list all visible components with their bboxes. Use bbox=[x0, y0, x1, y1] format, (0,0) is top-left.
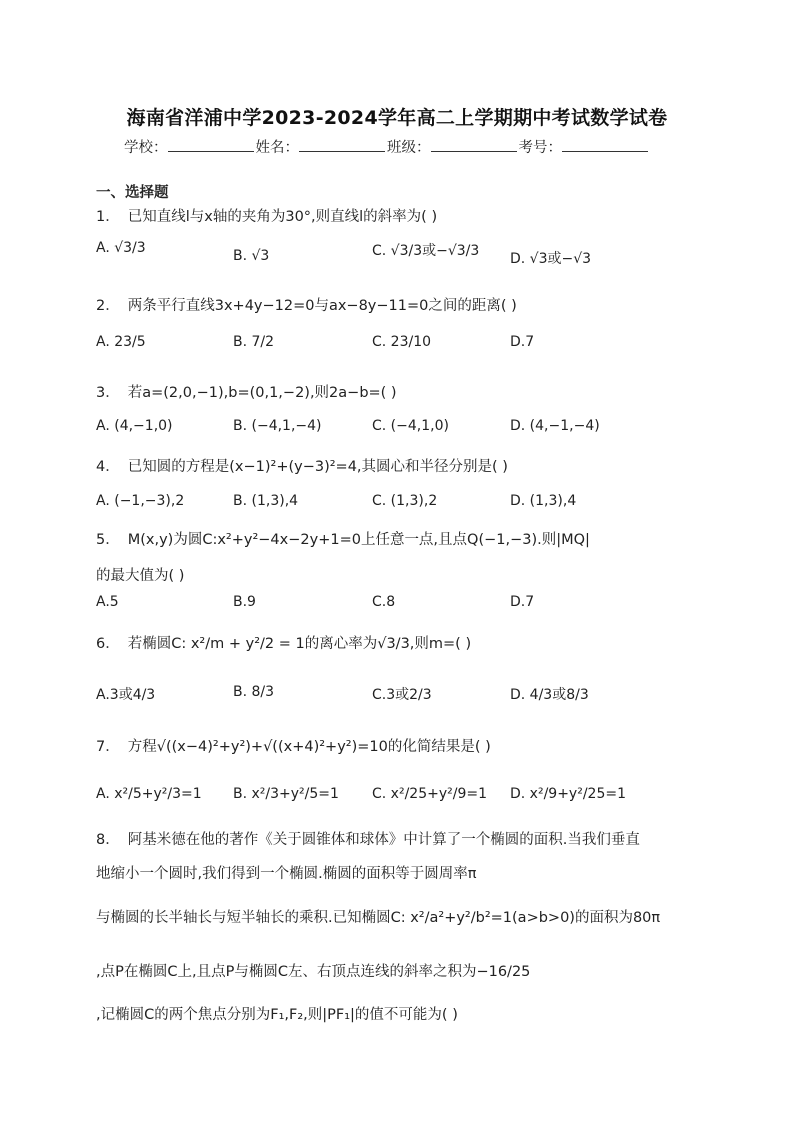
q4-option-b: B. (1,3),4 bbox=[233, 493, 299, 509]
q7-option-d: D. x²/9+y²/25=1 bbox=[510, 786, 626, 802]
question-8-text: 阿基米德在他的著作《关于圆锥体和球体》中计算了一个椭圆的面积.当我们垂直 bbox=[127, 832, 640, 848]
q7-option-c: C. x²/25+y²/9=1 bbox=[372, 786, 487, 802]
q1-option-a: A. √3/3 bbox=[96, 240, 146, 256]
question-7: 7． 方程√((x−4)²+y²)+√((x+4)²+y²)=10的化简结果是( ) bbox=[96, 739, 491, 755]
q2-option-c: C. 23/10 bbox=[372, 334, 432, 350]
question-8-text-line-3: 与椭圆的长半轴长与短半轴长的乘积.已知椭圆C: x²/a²+y²/b²=1(a>b>0)的面积为80π bbox=[96, 910, 661, 926]
question-1-text: 已知直线l与x轴的夹角为30°,则直线l的斜率为( ) bbox=[127, 209, 438, 225]
name-label: 姓名： bbox=[255, 140, 299, 156]
question-6-text: 若椭圆C: x²/m + y²/2 = 1的离心率为√3/3,则m=( ) bbox=[127, 636, 472, 652]
q1-option-d: D. √3或−√3 bbox=[510, 251, 592, 267]
q7-option-b: B. x²/3+y²/5=1 bbox=[233, 786, 339, 802]
q4-option-c: C. (1,3),2 bbox=[372, 493, 438, 509]
question-4: 4． 已知圆的方程是(x−1)²+(y−3)²=4,其圆心和半径分别是( ) bbox=[96, 459, 508, 475]
question-5-text: M(x,y)为圆C:x²+y²−4x−2y+1=0上任意一点,且点Q(−1,−3).则|MQ| bbox=[127, 532, 590, 548]
q5-option-b: B.9 bbox=[233, 594, 256, 610]
q6-option-a: A.3或4/3 bbox=[96, 687, 156, 703]
name-blank bbox=[299, 137, 385, 152]
q5-option-a: A.5 bbox=[96, 594, 119, 610]
q5-option-d: D.7 bbox=[510, 594, 535, 610]
q1-option-b: B. √3 bbox=[233, 248, 270, 264]
question-8: 8． 阿基米德在他的著作《关于圆锥体和球体》中计算了一个椭圆的面积.当我们垂直 bbox=[96, 832, 640, 848]
q6-option-b: B. 8/3 bbox=[233, 684, 275, 700]
class-label: 班级： bbox=[387, 140, 431, 156]
q6-option-d: D. 4/3或8/3 bbox=[510, 687, 589, 703]
class-blank bbox=[431, 137, 517, 152]
question-8-text-line-4: ,点P在椭圆C上,且点P与椭圆C左、右顶点连线的斜率之积为−16/25 bbox=[96, 964, 531, 980]
q2-option-a: A. 23/5 bbox=[96, 334, 146, 350]
question-8-text-line-5: ,记椭圆C的两个焦点分别为F₁,F₂,则|PF₁|的值不可能为( ) bbox=[96, 1007, 458, 1023]
q6-option-c: C.3或2/3 bbox=[372, 687, 432, 703]
question-2: 2． 两条平行直线3x+4y−12=0与ax−8y−11=0之间的距离( ) bbox=[96, 298, 517, 314]
student-info-row bbox=[124, 136, 650, 157]
q5-option-c: C.8 bbox=[372, 594, 396, 610]
question-8-text-line-2: 地缩小一个圆时,我们得到一个椭圆.椭圆的面积等于圆周率π bbox=[96, 866, 477, 882]
question-5: 5． M(x,y)为圆C:x²+y²−4x−2y+1=0上任意一点,且点Q(−1,−3).则|MQ| bbox=[96, 532, 590, 548]
q7-option-a: A. x²/5+y²/3=1 bbox=[96, 786, 202, 802]
school-blank bbox=[168, 137, 254, 152]
q3-option-d: D. (4,−1,−4) bbox=[510, 418, 600, 434]
q4-option-a: A. (−1,−3),2 bbox=[96, 493, 185, 509]
question-7-text: 方程√((x−4)²+y²)+√((x+4)²+y²)=10的化简结果是( ) bbox=[127, 739, 491, 755]
question-3: 3． 若a=(2,0,−1),b=(0,1,−2),则2a−b=( ) bbox=[96, 385, 397, 401]
question-1: 1． 已知直线l与x轴的夹角为30°,则直线l的斜率为( ) bbox=[96, 209, 438, 225]
question-3-text: 若a=(2,0,−1),b=(0,1,−2),则2a−b=( ) bbox=[127, 385, 397, 401]
id-label: 考号： bbox=[518, 140, 562, 156]
q4-option-d: D. (1,3),4 bbox=[510, 493, 577, 509]
q3-option-a: A. (4,−1,0) bbox=[96, 418, 173, 434]
q3-option-b: B. (−4,1,−4) bbox=[233, 418, 322, 434]
q1-option-c: C. √3/3或−√3/3 bbox=[372, 243, 480, 259]
q2-option-b: B. 7/2 bbox=[233, 334, 275, 350]
question-4-text: 已知圆的方程是(x−1)²+(y−3)²=4,其圆心和半径分别是( ) bbox=[127, 459, 508, 475]
page-title: 海南省洋浦中学2023-2024学年高二上学期期中考试数学试卷 bbox=[126, 107, 668, 129]
question-2-text: 两条平行直线3x+4y−12=0与ax−8y−11=0之间的距离( ) bbox=[127, 298, 517, 314]
school-label: 学校： bbox=[124, 140, 168, 156]
question-6: 6． 若椭圆C: x²/m + y²/2 = 1的离心率为√3/3,则m=( ) bbox=[96, 636, 472, 652]
section-heading: 一、选择题 bbox=[96, 185, 169, 201]
id-blank bbox=[562, 137, 648, 152]
q3-option-c: C. (−4,1,0) bbox=[372, 418, 449, 434]
question-5-text-continued: 的最大值为( ) bbox=[96, 568, 185, 584]
q2-option-d: D.7 bbox=[510, 334, 535, 350]
